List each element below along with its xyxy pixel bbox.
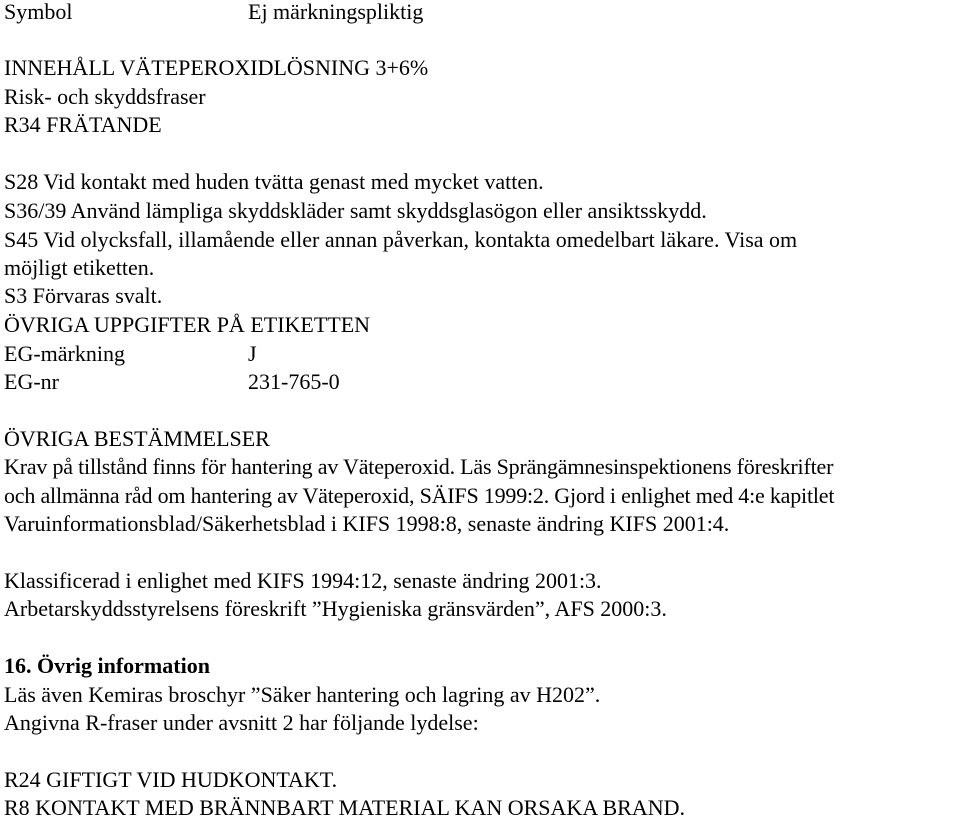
s-phrase: S36/39 Använd lämpliga skyddskläder samt skyddsglasögon eller ansiktsskydd. [4, 198, 707, 223]
classification-line: Arbetarskyddsstyrelsens föreskrift ”Hygieniska gränsvärden”, AFS 2000:3. [4, 596, 667, 621]
contents-heading: INNEHÅLL VÄTEPEROXIDLÖSNING 3+6% [4, 55, 429, 80]
regulations-line: Krav på tillstånd finns för hantering av Väteperoxid. Läs Sprängämnesinspektionens föreskrifter [4, 454, 834, 479]
symbol-row [4, 0, 424, 26]
regulations-line: Varuinformationsblad/Säkerhetsblad i KIFS 1998:8, senaste ändring KIFS 2001:4. [4, 511, 730, 536]
label-row-value: 231-765-0 [248, 369, 340, 394]
label-section-heading: ÖVRIGA UPPGIFTER PÅ ETIKETTEN [4, 312, 371, 337]
s-phrase: S28 Vid kontakt med huden tvätta genast med mycket vatten. [4, 169, 544, 194]
s-phrase: S45 Vid olycksfall, illamående eller annan påverkan, kontakta omedelbart läkare. Visa om [4, 227, 798, 252]
label-row [4, 340, 257, 368]
regulations-heading: ÖVRIGA BESTÄMMELSER [4, 426, 270, 451]
r-phrase: R34 FRÄTANDE [4, 112, 162, 137]
section16-heading: 16. Övrig information [4, 653, 210, 678]
label-row-label: EG-nr [4, 369, 59, 394]
s-phrase-continuation: möjligt etiketten. [4, 255, 155, 280]
symbol-value: Ej märkningspliktig [248, 0, 424, 24]
r-definition: R8 KONTAKT MED BRÄNNBART MATERIAL KAN ORSAKA BRAND. [4, 795, 686, 820]
r-definition: R24 GIFTIGT VID HUDKONTAKT. [4, 767, 338, 792]
section16-line: Läs även Kemiras broschyr ”Säker hantering och lagring av H202”. [4, 682, 601, 707]
risk-heading: Risk- och skyddsfraser [4, 84, 206, 109]
classification-line: Klassificerad i enlighet med KIFS 1994:12, senaste ändring 2001:3. [4, 568, 602, 593]
label-row [4, 368, 340, 396]
symbol-label: Symbol [4, 0, 73, 24]
label-row-label: EG-märkning [4, 341, 125, 366]
regulations-line: och allmänna råd om hantering av Väteperoxid, SÄIFS 1999:2. Gjord i enlighet med 4:e kapitlet [4, 483, 835, 508]
section16-line: Angivna R-fraser under avsnitt 2 har följande lydelse: [4, 710, 479, 735]
label-row-value: J [248, 341, 257, 366]
s-phrase: S3 Förvaras svalt. [4, 283, 163, 308]
